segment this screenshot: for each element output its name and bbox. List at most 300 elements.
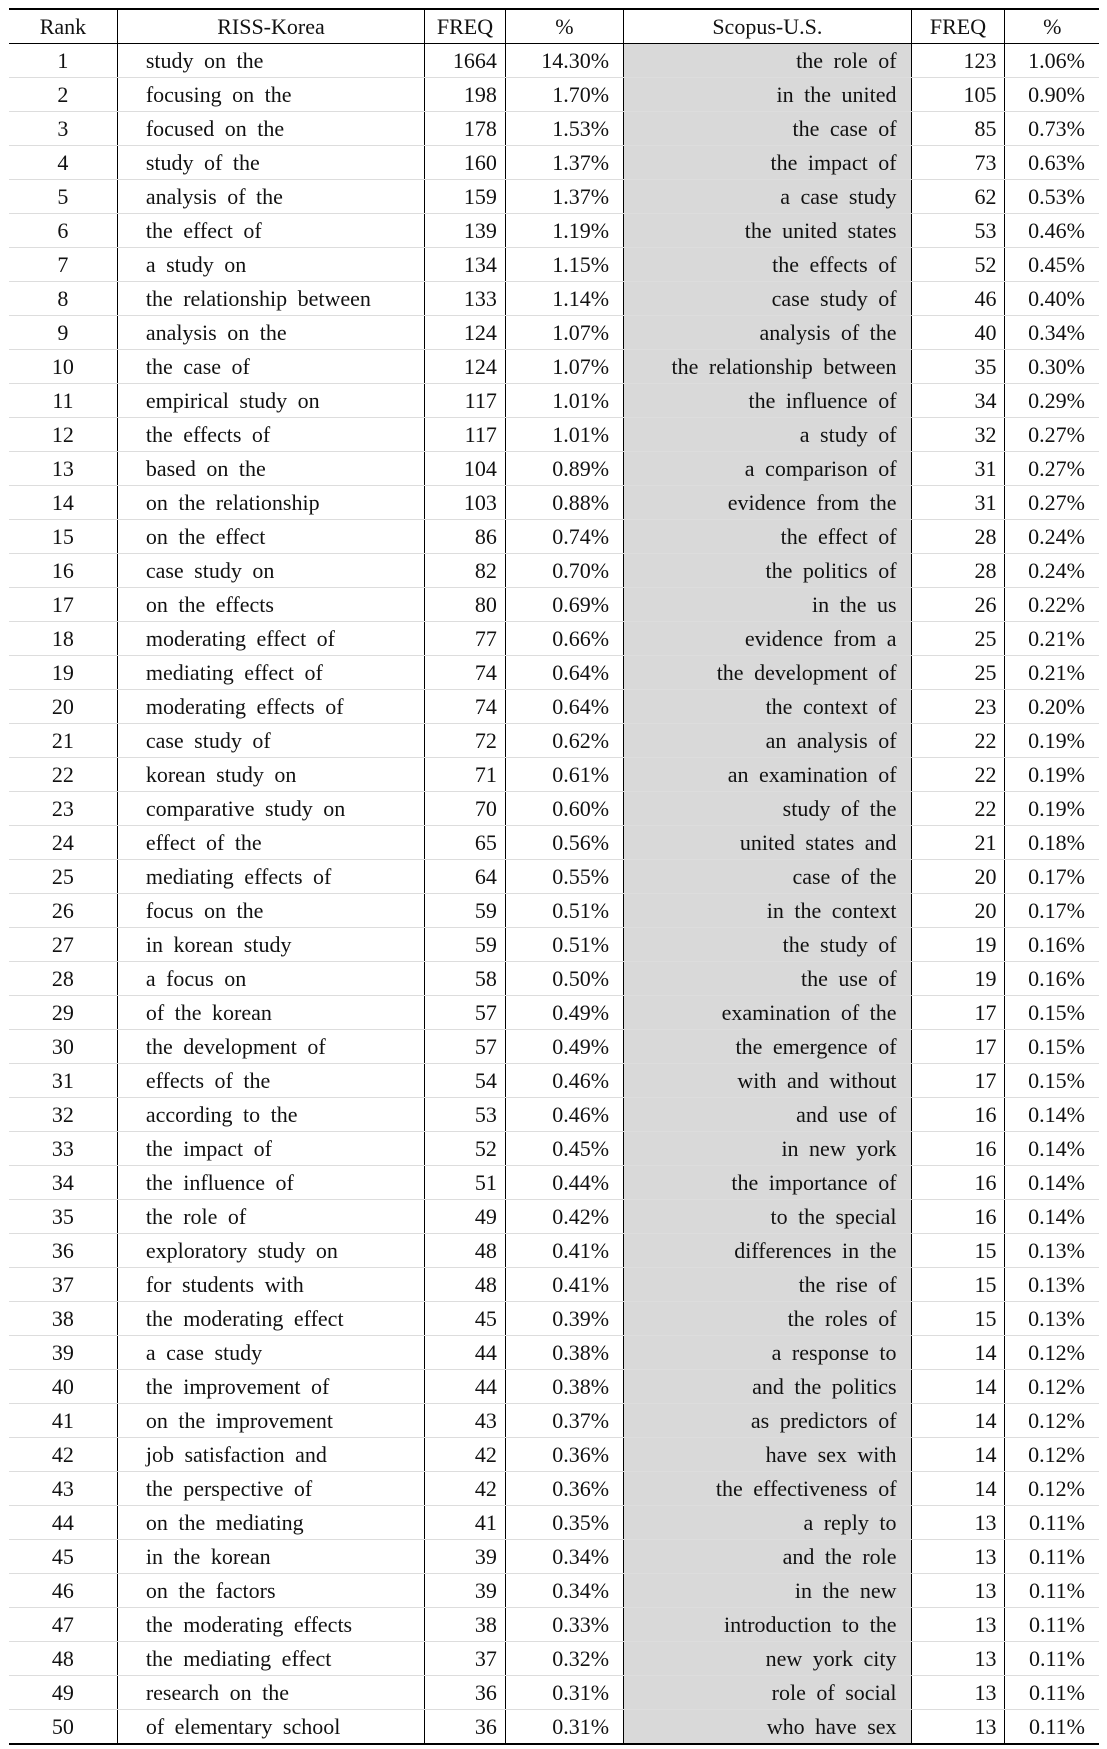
riss-korea-freq-cell: 65 <box>425 826 506 860</box>
riss-korea-phrase-cell: a focus on <box>117 962 424 996</box>
riss-korea-pct-cell: 0.70% <box>505 554 623 588</box>
scopus-us-phrase-cell: in the context <box>624 894 911 928</box>
rank-cell: 50 <box>9 1710 117 1745</box>
riss-korea-freq-cell: 57 <box>425 996 506 1030</box>
scopus-us-freq-cell: 13 <box>911 1642 1005 1676</box>
rank-cell: 34 <box>9 1166 117 1200</box>
table-row <box>9 588 1099 622</box>
riss-korea-freq-cell: 72 <box>425 724 506 758</box>
scopus-us-freq-cell: 13 <box>911 1506 1005 1540</box>
rank-cell: 41 <box>9 1404 117 1438</box>
scopus-us-pct-cell: 0.16% <box>1005 928 1099 962</box>
riss-korea-pct-cell: 1.15% <box>505 248 623 282</box>
scopus-us-pct-cell: 0.34% <box>1005 316 1099 350</box>
riss-korea-pct-cell: 0.36% <box>505 1472 623 1506</box>
scopus-us-freq-cell: 17 <box>911 996 1005 1030</box>
rank-cell: 37 <box>9 1268 117 1302</box>
riss-korea-freq-cell: 70 <box>425 792 506 826</box>
riss-korea-phrase-cell: in the korean <box>117 1540 424 1574</box>
riss-korea-phrase-cell: case study of <box>117 724 424 758</box>
rank-cell: 6 <box>9 214 117 248</box>
scopus-us-phrase-cell: the united states <box>624 214 911 248</box>
header-riss-korea: RISS-Korea <box>117 9 424 44</box>
scopus-us-pct-cell: 0.12% <box>1005 1370 1099 1404</box>
riss-korea-pct-cell: 0.66% <box>505 622 623 656</box>
riss-korea-phrase-cell: of the korean <box>117 996 424 1030</box>
riss-korea-pct-cell: 1.19% <box>505 214 623 248</box>
scopus-us-pct-cell: 0.12% <box>1005 1404 1099 1438</box>
scopus-us-freq-cell: 13 <box>911 1710 1005 1745</box>
rank-cell: 17 <box>9 588 117 622</box>
rank-cell: 24 <box>9 826 117 860</box>
riss-korea-phrase-cell: empirical study on <box>117 384 424 418</box>
scopus-us-pct-cell: 0.14% <box>1005 1132 1099 1166</box>
scopus-us-phrase-cell: study of the <box>624 792 911 826</box>
table-row <box>9 690 1099 724</box>
scopus-us-phrase-cell: examination of the <box>624 996 911 1030</box>
scopus-us-freq-cell: 22 <box>911 792 1005 826</box>
scopus-us-pct-cell: 0.27% <box>1005 452 1099 486</box>
scopus-us-phrase-cell: and the role <box>624 1540 911 1574</box>
riss-korea-phrase-cell: the effect of <box>117 214 424 248</box>
riss-korea-phrase-cell: exploratory study on <box>117 1234 424 1268</box>
scopus-us-freq-cell: 14 <box>911 1438 1005 1472</box>
riss-korea-phrase-cell: moderating effect of <box>117 622 424 656</box>
table-row <box>9 44 1099 78</box>
table-row <box>9 452 1099 486</box>
scopus-us-phrase-cell: the effects of <box>624 248 911 282</box>
scopus-us-phrase-cell: as predictors of <box>624 1404 911 1438</box>
scopus-us-phrase-cell: the importance of <box>624 1166 911 1200</box>
riss-korea-freq-cell: 42 <box>425 1472 506 1506</box>
scopus-us-phrase-cell: case of the <box>624 860 911 894</box>
scopus-us-pct-cell: 0.14% <box>1005 1098 1099 1132</box>
rank-cell: 21 <box>9 724 117 758</box>
scopus-us-phrase-cell: a comparison of <box>624 452 911 486</box>
scopus-us-freq-cell: 13 <box>911 1574 1005 1608</box>
scopus-us-freq-cell: 53 <box>911 214 1005 248</box>
riss-korea-pct-cell: 0.89% <box>505 452 623 486</box>
scopus-us-freq-cell: 13 <box>911 1676 1005 1710</box>
scopus-us-phrase-cell: an examination of <box>624 758 911 792</box>
riss-korea-phrase-cell: analysis of the <box>117 180 424 214</box>
riss-korea-freq-cell: 54 <box>425 1064 506 1098</box>
scopus-us-pct-cell: 0.40% <box>1005 282 1099 316</box>
table-row <box>9 112 1099 146</box>
riss-korea-phrase-cell: study on the <box>117 44 424 78</box>
riss-korea-pct-cell: 0.60% <box>505 792 623 826</box>
rank-cell: 31 <box>9 1064 117 1098</box>
rank-cell: 39 <box>9 1336 117 1370</box>
scopus-us-phrase-cell: the effect of <box>624 520 911 554</box>
riss-korea-freq-cell: 52 <box>425 1132 506 1166</box>
rank-cell: 11 <box>9 384 117 418</box>
scopus-us-freq-cell: 14 <box>911 1370 1005 1404</box>
rank-cell: 29 <box>9 996 117 1030</box>
header-row <box>9 9 1099 44</box>
rank-cell: 14 <box>9 486 117 520</box>
rank-cell: 7 <box>9 248 117 282</box>
scopus-us-pct-cell: 0.16% <box>1005 962 1099 996</box>
riss-korea-phrase-cell: based on the <box>117 452 424 486</box>
rank-cell: 1 <box>9 44 117 78</box>
table-row <box>9 826 1099 860</box>
riss-korea-pct-cell: 0.51% <box>505 928 623 962</box>
header-rank: Rank <box>9 9 117 44</box>
riss-korea-phrase-cell: a case study <box>117 1336 424 1370</box>
riss-korea-pct-cell: 1.70% <box>505 78 623 112</box>
riss-korea-pct-cell: 0.34% <box>505 1574 623 1608</box>
scopus-us-freq-cell: 20 <box>911 894 1005 928</box>
header-pct-korea: % <box>505 9 623 44</box>
riss-korea-freq-cell: 48 <box>425 1268 506 1302</box>
scopus-us-pct-cell: 0.15% <box>1005 1030 1099 1064</box>
scopus-us-phrase-cell: the influence of <box>624 384 911 418</box>
scopus-us-phrase-cell: new york city <box>624 1642 911 1676</box>
scopus-us-phrase-cell: evidence from a <box>624 622 911 656</box>
table-row <box>9 1574 1099 1608</box>
rank-cell: 25 <box>9 860 117 894</box>
riss-korea-freq-cell: 117 <box>425 384 506 418</box>
riss-korea-freq-cell: 124 <box>425 350 506 384</box>
scopus-us-pct-cell: 0.13% <box>1005 1234 1099 1268</box>
scopus-us-phrase-cell: in the us <box>624 588 911 622</box>
scopus-us-freq-cell: 31 <box>911 486 1005 520</box>
riss-korea-freq-cell: 133 <box>425 282 506 316</box>
scopus-us-freq-cell: 105 <box>911 78 1005 112</box>
scopus-us-pct-cell: 0.14% <box>1005 1200 1099 1234</box>
riss-korea-freq-cell: 51 <box>425 1166 506 1200</box>
riss-korea-phrase-cell: a study on <box>117 248 424 282</box>
riss-korea-phrase-cell: according to the <box>117 1098 424 1132</box>
header-scopus-us: Scopus-U.S. <box>624 9 911 44</box>
rank-cell: 38 <box>9 1302 117 1336</box>
riss-korea-pct-cell: 0.45% <box>505 1132 623 1166</box>
table-row <box>9 350 1099 384</box>
scopus-us-freq-cell: 22 <box>911 758 1005 792</box>
scopus-us-phrase-cell: the case of <box>624 112 911 146</box>
scopus-us-pct-cell: 0.11% <box>1005 1574 1099 1608</box>
riss-korea-phrase-cell: on the effects <box>117 588 424 622</box>
riss-korea-freq-cell: 139 <box>425 214 506 248</box>
riss-korea-phrase-cell: in korean study <box>117 928 424 962</box>
scopus-us-phrase-cell: the context of <box>624 690 911 724</box>
riss-korea-phrase-cell: focusing on the <box>117 78 424 112</box>
scopus-us-phrase-cell: in the new <box>624 1574 911 1608</box>
scopus-us-phrase-cell: and the politics <box>624 1370 911 1404</box>
scopus-us-freq-cell: 19 <box>911 928 1005 962</box>
riss-korea-pct-cell: 0.38% <box>505 1370 623 1404</box>
table-row <box>9 1336 1099 1370</box>
scopus-us-phrase-cell: the development of <box>624 656 911 690</box>
rank-cell: 28 <box>9 962 117 996</box>
scopus-us-pct-cell: 0.18% <box>1005 826 1099 860</box>
riss-korea-freq-cell: 39 <box>425 1574 506 1608</box>
scopus-us-phrase-cell: a case study <box>624 180 911 214</box>
riss-korea-freq-cell: 64 <box>425 860 506 894</box>
riss-korea-freq-cell: 82 <box>425 554 506 588</box>
scopus-us-freq-cell: 35 <box>911 350 1005 384</box>
table-row <box>9 1710 1099 1745</box>
rank-cell: 19 <box>9 656 117 690</box>
riss-korea-pct-cell: 0.64% <box>505 656 623 690</box>
riss-korea-phrase-cell: job satisfaction and <box>117 1438 424 1472</box>
riss-korea-freq-cell: 59 <box>425 928 506 962</box>
scopus-us-phrase-cell: united states and <box>624 826 911 860</box>
table-row <box>9 758 1099 792</box>
rank-cell: 40 <box>9 1370 117 1404</box>
scopus-us-phrase-cell: who have sex <box>624 1710 911 1745</box>
rank-cell: 15 <box>9 520 117 554</box>
table-row <box>9 1098 1099 1132</box>
riss-korea-freq-cell: 178 <box>425 112 506 146</box>
riss-korea-pct-cell: 0.69% <box>505 588 623 622</box>
scopus-us-freq-cell: 17 <box>911 1064 1005 1098</box>
riss-korea-pct-cell: 0.51% <box>505 894 623 928</box>
rank-cell: 20 <box>9 690 117 724</box>
table-row <box>9 146 1099 180</box>
rank-cell: 35 <box>9 1200 117 1234</box>
table-row <box>9 1404 1099 1438</box>
scopus-us-pct-cell: 0.27% <box>1005 418 1099 452</box>
scopus-us-freq-cell: 25 <box>911 622 1005 656</box>
riss-korea-pct-cell: 1.01% <box>505 418 623 452</box>
rank-cell: 46 <box>9 1574 117 1608</box>
scopus-us-pct-cell: 0.15% <box>1005 1064 1099 1098</box>
riss-korea-freq-cell: 39 <box>425 1540 506 1574</box>
riss-korea-freq-cell: 43 <box>425 1404 506 1438</box>
riss-korea-freq-cell: 160 <box>425 146 506 180</box>
scopus-us-pct-cell: 0.53% <box>1005 180 1099 214</box>
table-row <box>9 1608 1099 1642</box>
riss-korea-pct-cell: 0.49% <box>505 1030 623 1064</box>
scopus-us-pct-cell: 0.90% <box>1005 78 1099 112</box>
scopus-us-pct-cell: 1.06% <box>1005 44 1099 78</box>
riss-korea-phrase-cell: focus on the <box>117 894 424 928</box>
scopus-us-phrase-cell: the emergence of <box>624 1030 911 1064</box>
table-row <box>9 554 1099 588</box>
scopus-us-phrase-cell: the role of <box>624 44 911 78</box>
riss-korea-freq-cell: 37 <box>425 1642 506 1676</box>
riss-korea-freq-cell: 42 <box>425 1438 506 1472</box>
scopus-us-phrase-cell: in the united <box>624 78 911 112</box>
riss-korea-pct-cell: 1.07% <box>505 316 623 350</box>
scopus-us-freq-cell: 52 <box>911 248 1005 282</box>
scopus-us-freq-cell: 20 <box>911 860 1005 894</box>
ngram-frequency-table <box>9 8 1099 1745</box>
header-freq-us: FREQ <box>911 9 1005 44</box>
riss-korea-phrase-cell: on the relationship <box>117 486 424 520</box>
table-row <box>9 418 1099 452</box>
table-row <box>9 1438 1099 1472</box>
riss-korea-pct-cell: 0.32% <box>505 1642 623 1676</box>
riss-korea-phrase-cell: korean study on <box>117 758 424 792</box>
rank-cell: 18 <box>9 622 117 656</box>
scopus-us-freq-cell: 25 <box>911 656 1005 690</box>
scopus-us-pct-cell: 0.11% <box>1005 1506 1099 1540</box>
scopus-us-pct-cell: 0.21% <box>1005 656 1099 690</box>
riss-korea-phrase-cell: for students with <box>117 1268 424 1302</box>
scopus-us-freq-cell: 16 <box>911 1200 1005 1234</box>
riss-korea-freq-cell: 53 <box>425 1098 506 1132</box>
scopus-us-pct-cell: 0.11% <box>1005 1540 1099 1574</box>
riss-korea-freq-cell: 41 <box>425 1506 506 1540</box>
table-row <box>9 1676 1099 1710</box>
scopus-us-phrase-cell: have sex with <box>624 1438 911 1472</box>
table-row <box>9 724 1099 758</box>
riss-korea-phrase-cell: focused on the <box>117 112 424 146</box>
scopus-us-freq-cell: 14 <box>911 1472 1005 1506</box>
rank-cell: 30 <box>9 1030 117 1064</box>
riss-korea-phrase-cell: the case of <box>117 350 424 384</box>
scopus-us-pct-cell: 0.73% <box>1005 112 1099 146</box>
riss-korea-freq-cell: 74 <box>425 690 506 724</box>
scopus-us-freq-cell: 13 <box>911 1540 1005 1574</box>
scopus-us-freq-cell: 40 <box>911 316 1005 350</box>
riss-korea-freq-cell: 49 <box>425 1200 506 1234</box>
riss-korea-freq-cell: 80 <box>425 588 506 622</box>
riss-korea-freq-cell: 59 <box>425 894 506 928</box>
riss-korea-pct-cell: 14.30% <box>505 44 623 78</box>
rank-cell: 3 <box>9 112 117 146</box>
scopus-us-pct-cell: 0.14% <box>1005 1166 1099 1200</box>
riss-korea-pct-cell: 0.61% <box>505 758 623 792</box>
scopus-us-freq-cell: 62 <box>911 180 1005 214</box>
riss-korea-freq-cell: 117 <box>425 418 506 452</box>
scopus-us-freq-cell: 17 <box>911 1030 1005 1064</box>
scopus-us-freq-cell: 32 <box>911 418 1005 452</box>
scopus-us-freq-cell: 123 <box>911 44 1005 78</box>
scopus-us-freq-cell: 31 <box>911 452 1005 486</box>
riss-korea-phrase-cell: the moderating effects <box>117 1608 424 1642</box>
rank-cell: 27 <box>9 928 117 962</box>
table-row <box>9 1268 1099 1302</box>
scopus-us-freq-cell: 16 <box>911 1132 1005 1166</box>
riss-korea-pct-cell: 0.64% <box>505 690 623 724</box>
scopus-us-phrase-cell: introduction to the <box>624 1608 911 1642</box>
table-row <box>9 1030 1099 1064</box>
rank-cell: 10 <box>9 350 117 384</box>
riss-korea-freq-cell: 134 <box>425 248 506 282</box>
riss-korea-pct-cell: 0.31% <box>505 1710 623 1745</box>
scopus-us-phrase-cell: the roles of <box>624 1302 911 1336</box>
rank-cell: 32 <box>9 1098 117 1132</box>
header-freq-korea: FREQ <box>425 9 506 44</box>
riss-korea-phrase-cell: effect of the <box>117 826 424 860</box>
riss-korea-freq-cell: 36 <box>425 1676 506 1710</box>
riss-korea-pct-cell: 0.42% <box>505 1200 623 1234</box>
table-row <box>9 1370 1099 1404</box>
riss-korea-phrase-cell: of elementary school <box>117 1710 424 1745</box>
scopus-us-pct-cell: 0.13% <box>1005 1302 1099 1336</box>
scopus-us-pct-cell: 0.19% <box>1005 758 1099 792</box>
rank-cell: 4 <box>9 146 117 180</box>
riss-korea-phrase-cell: mediating effects of <box>117 860 424 894</box>
scopus-us-pct-cell: 0.12% <box>1005 1438 1099 1472</box>
rank-cell: 44 <box>9 1506 117 1540</box>
table-header <box>9 9 1099 44</box>
rank-cell: 13 <box>9 452 117 486</box>
riss-korea-freq-cell: 159 <box>425 180 506 214</box>
table-row <box>9 1540 1099 1574</box>
scopus-us-pct-cell: 0.12% <box>1005 1472 1099 1506</box>
riss-korea-phrase-cell: the influence of <box>117 1166 424 1200</box>
table-row <box>9 860 1099 894</box>
scopus-us-freq-cell: 23 <box>911 690 1005 724</box>
scopus-us-phrase-cell: the effectiveness of <box>624 1472 911 1506</box>
scopus-us-pct-cell: 0.19% <box>1005 724 1099 758</box>
scopus-us-pct-cell: 0.24% <box>1005 520 1099 554</box>
rank-cell: 43 <box>9 1472 117 1506</box>
table-row <box>9 622 1099 656</box>
riss-korea-freq-cell: 58 <box>425 962 506 996</box>
riss-korea-pct-cell: 1.01% <box>505 384 623 418</box>
scopus-us-freq-cell: 85 <box>911 112 1005 146</box>
table-row <box>9 248 1099 282</box>
table-row <box>9 384 1099 418</box>
riss-korea-phrase-cell: case study on <box>117 554 424 588</box>
rank-cell: 42 <box>9 1438 117 1472</box>
scopus-us-phrase-cell: the study of <box>624 928 911 962</box>
riss-korea-freq-cell: 57 <box>425 1030 506 1064</box>
riss-korea-pct-cell: 0.62% <box>505 724 623 758</box>
riss-korea-phrase-cell: the moderating effect <box>117 1302 424 1336</box>
riss-korea-freq-cell: 124 <box>425 316 506 350</box>
table-row <box>9 894 1099 928</box>
scopus-us-pct-cell: 0.45% <box>1005 248 1099 282</box>
table-row <box>9 1302 1099 1336</box>
scopus-us-pct-cell: 0.11% <box>1005 1642 1099 1676</box>
rank-cell: 22 <box>9 758 117 792</box>
riss-korea-phrase-cell: on the mediating <box>117 1506 424 1540</box>
riss-korea-phrase-cell: moderating effects of <box>117 690 424 724</box>
rank-cell: 5 <box>9 180 117 214</box>
scopus-us-phrase-cell: evidence from the <box>624 486 911 520</box>
riss-korea-phrase-cell: on the factors <box>117 1574 424 1608</box>
scopus-us-freq-cell: 19 <box>911 962 1005 996</box>
table-row <box>9 180 1099 214</box>
scopus-us-freq-cell: 14 <box>911 1336 1005 1370</box>
scopus-us-pct-cell: 0.19% <box>1005 792 1099 826</box>
scopus-us-pct-cell: 0.27% <box>1005 486 1099 520</box>
scopus-us-phrase-cell: analysis of the <box>624 316 911 350</box>
table-row <box>9 1506 1099 1540</box>
riss-korea-pct-cell: 1.53% <box>505 112 623 146</box>
table-row <box>9 1472 1099 1506</box>
riss-korea-pct-cell: 0.44% <box>505 1166 623 1200</box>
table-row <box>9 520 1099 554</box>
scopus-us-pct-cell: 0.11% <box>1028 1714 1085 1739</box>
riss-korea-phrase-cell: analysis on the <box>117 316 424 350</box>
scopus-us-phrase-cell: role of social <box>624 1676 911 1710</box>
riss-korea-phrase-cell: the impact of <box>117 1132 424 1166</box>
rank-cell: 48 <box>9 1642 117 1676</box>
riss-korea-pct-cell: 0.46% <box>505 1064 623 1098</box>
riss-korea-pct-cell: 0.41% <box>505 1268 623 1302</box>
riss-korea-pct-cell: 0.37% <box>505 1404 623 1438</box>
scopus-us-phrase-cell: case study of <box>624 282 911 316</box>
riss-korea-freq-cell: 44 <box>425 1370 506 1404</box>
scopus-us-freq-cell: 16 <box>911 1166 1005 1200</box>
riss-korea-pct-cell: 0.34% <box>505 1540 623 1574</box>
scopus-us-phrase-cell: an analysis of <box>624 724 911 758</box>
table-row <box>9 1132 1099 1166</box>
riss-korea-pct-cell: 0.35% <box>505 1506 623 1540</box>
riss-korea-phrase-cell: the effects of <box>117 418 424 452</box>
riss-korea-pct-cell: 0.56% <box>505 826 623 860</box>
table-row <box>9 792 1099 826</box>
riss-korea-phrase-cell: mediating effect of <box>117 656 424 690</box>
